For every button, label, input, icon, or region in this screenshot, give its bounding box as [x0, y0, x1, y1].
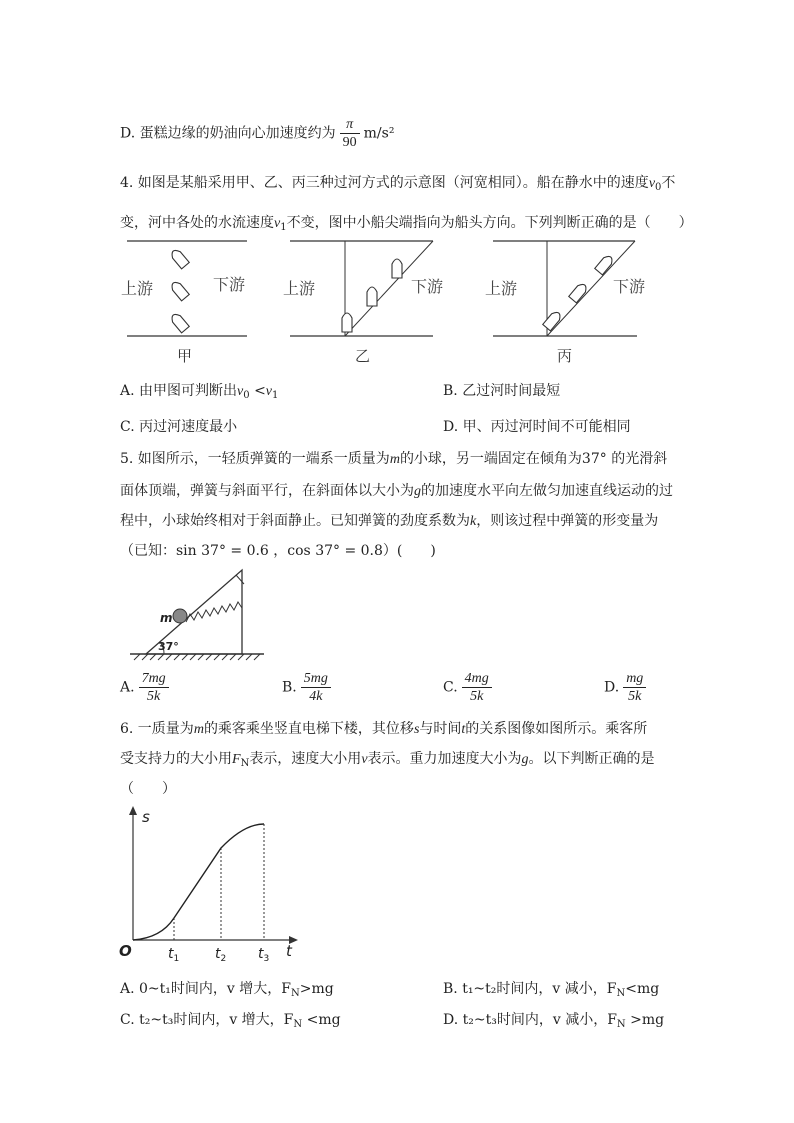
option-text: D. t₂~t₃时间内，v 减小，F: [443, 1012, 617, 1028]
stem-text: （已知：sin 37° = 0.6 ，cos 37° = 0.8）( ): [120, 543, 436, 559]
var-v: v: [274, 216, 281, 231]
sub-n: N: [616, 1019, 626, 1030]
stem-text: 。以下判断正确的是: [528, 751, 655, 767]
angle-label: 37°: [158, 640, 179, 653]
q5-option-d[interactable]: [604, 670, 650, 705]
sub-n: N: [240, 758, 250, 769]
var-v: v: [361, 752, 368, 767]
frac-den: 5k: [147, 689, 161, 704]
frac-num: 4mg: [462, 670, 492, 688]
q5-stem-line1: [120, 448, 667, 468]
y-arrow-icon: [129, 806, 137, 815]
frac-den: 4k: [309, 689, 323, 704]
option-text: 蛋糕边缘的奶油向心加速度约为: [139, 125, 336, 142]
var-g: g: [414, 484, 421, 499]
sub-1: 1: [280, 222, 287, 233]
stem-text: 与时间: [419, 721, 462, 737]
q4-stem-line2: [120, 212, 693, 233]
stem-text: 面体顶端，弹簧与斜面平行，在斜面体以大小为: [120, 483, 414, 499]
fig-label-jia: 甲: [177, 347, 193, 365]
var-v: v: [237, 384, 244, 399]
var-f: F: [232, 752, 241, 767]
sub-0: 0: [243, 390, 250, 401]
ball: [173, 609, 187, 623]
boat-icon: [169, 248, 189, 269]
option-text: <mg: [302, 1012, 341, 1028]
var-v: v: [648, 176, 656, 191]
var-g: g: [521, 752, 529, 767]
q5-stem-line4: [120, 540, 436, 560]
var-m: m: [389, 452, 400, 467]
boat-icon: [342, 313, 352, 332]
stem-text: 表示。重力加速度大小为: [367, 751, 522, 767]
figure-jia: [121, 241, 247, 365]
stem-text: 表示，速度大小用: [249, 751, 362, 767]
downstream-label: 下游: [613, 277, 646, 296]
tick-t3: $t_3$: [258, 946, 270, 964]
sub-n: N: [616, 988, 626, 999]
stem-text: 变，河中各处的水流速度: [120, 215, 274, 231]
option-text: >mg: [299, 981, 334, 997]
frac-num: π: [340, 116, 360, 134]
boat-icon: [367, 287, 377, 306]
var-t: t: [461, 722, 466, 737]
figure-bing: [485, 241, 645, 365]
ground-hatch: [134, 654, 260, 660]
option-label: D.: [120, 125, 136, 142]
mount: [236, 575, 244, 584]
option-text: C. 丙过河速度最小: [120, 419, 238, 435]
boat-icon: [169, 280, 189, 301]
frac-den: 90: [342, 135, 357, 150]
q6-st-graph: [116, 804, 306, 966]
q6-option-d[interactable]: [443, 1009, 664, 1030]
q6-option-c[interactable]: [120, 1009, 341, 1030]
tick-t2: $t_2$: [215, 946, 227, 964]
q4-stem-line1: [120, 172, 675, 193]
option-label: A.: [120, 679, 135, 696]
boat-icon: [569, 282, 589, 303]
var-s: s: [413, 722, 420, 737]
option-text: B. 乙过河时间最短: [443, 383, 561, 399]
q5-stem-line3: [120, 510, 658, 530]
stem-text: 的加速度水平向左做匀加速直线运动的过: [421, 483, 673, 499]
var-k: k: [470, 514, 477, 529]
frac-num: mg: [623, 670, 646, 688]
fig-label-bing: 丙: [557, 347, 573, 365]
var-m: m: [193, 722, 204, 737]
stem-text: 受支持力的大小用: [120, 751, 232, 767]
stem-text: 不变，图中小船尖端指向为船头方向。下列判断正确的是（ ）: [286, 215, 693, 231]
frac-num: 7mg: [139, 670, 169, 688]
fraction: [139, 670, 169, 705]
q6-stem-line2: [120, 748, 655, 769]
stem-text: （ ）: [120, 781, 176, 797]
q4-option-b[interactable]: [443, 380, 560, 400]
upstream-label: 上游: [121, 279, 154, 298]
q4-figures: [115, 236, 655, 368]
stem-text: ，则该过程中弹簧的形变量为: [476, 513, 659, 529]
fraction: [462, 670, 492, 705]
q6-stem-line1: [120, 718, 647, 738]
option-text: <mg: [625, 981, 660, 997]
y-label: s: [142, 808, 150, 826]
fig-label-yi: 乙: [355, 347, 371, 365]
q5-incline-figure: [124, 562, 274, 666]
option-text: A. 0~t₁时间内，v 增大，F: [120, 981, 291, 997]
downstream-label: 下游: [213, 275, 246, 294]
q5-option-c[interactable]: [443, 670, 496, 705]
stem-text: 程中，小球始终相对于斜面静止。已知弹簧的劲度系数为: [120, 513, 470, 529]
stem-text: 的小球，另一端固定在倾角为37° 的光滑斜: [399, 451, 668, 467]
option-text: A. 由甲图可判断出: [120, 383, 238, 399]
q4-option-c[interactable]: [120, 416, 237, 436]
stem-text: 4. 如图是某船采用甲、乙、丙三种过河方式的示意图（河宽相同）。船在静水中的速度: [120, 175, 649, 191]
downstream-label: 下游: [411, 277, 444, 296]
unit: m/s²: [363, 125, 395, 142]
q4-option-a[interactable]: [120, 380, 278, 401]
boat-icon: [543, 310, 563, 331]
option-text: C. t₂~t₃时间内，v 增大，F: [120, 1012, 294, 1028]
option-text: <: [254, 383, 266, 399]
upstream-label: 上游: [485, 279, 518, 298]
stem-text: 的乘客乘坐竖直电梯下楼，其位移: [203, 721, 414, 737]
boat-icon: [169, 312, 189, 333]
sub-n: N: [293, 1019, 303, 1030]
upstream-label: 上游: [283, 279, 316, 298]
option-label: B.: [282, 679, 297, 696]
q6-stem-line3: [120, 778, 176, 798]
tick-t1: $t_1$: [168, 946, 180, 964]
sub-1: 1: [272, 390, 279, 401]
frac-den: 5k: [628, 689, 642, 704]
stem-text: 的关系图像如图所示。乘客所: [465, 721, 648, 737]
q6-option-b[interactable]: [443, 978, 659, 999]
stem-text: 5. 如图所示，一轻质弹簧的一端系一质量为: [120, 451, 390, 467]
boat-icon: [595, 254, 615, 275]
frac-den: 5k: [470, 689, 484, 704]
x-label: t: [286, 942, 292, 960]
stem-text: 6. 一质量为: [120, 721, 194, 737]
displacement-curve: [133, 824, 264, 940]
option-label: C.: [443, 679, 458, 696]
q5-option-a[interactable]: [120, 670, 173, 705]
stem-text: 不: [661, 175, 676, 191]
mass-label: m: [160, 611, 173, 625]
frac-num: 5mg: [301, 670, 331, 688]
var-v: v: [265, 384, 273, 399]
origin-label: O: [119, 942, 132, 960]
q6-option-a[interactable]: [120, 978, 334, 999]
option-text: >mg: [625, 1012, 665, 1028]
fraction-pi-90: [340, 116, 360, 151]
q5-option-b[interactable]: [282, 670, 335, 705]
q5-stem-line2: [120, 480, 673, 500]
fraction: [301, 670, 331, 705]
q3-option-d[interactable]: [120, 116, 394, 151]
option-label: D.: [604, 679, 620, 696]
option-text: D. 甲、丙过河时间不可能相同: [443, 419, 631, 435]
fraction: [623, 670, 646, 705]
figure-yi: [283, 241, 443, 365]
option-text: B. t₁~t₂时间内，v 减小，F: [443, 981, 617, 997]
sub-n: N: [290, 988, 300, 999]
q4-option-d[interactable]: [443, 416, 631, 436]
sub-0: 0: [655, 182, 662, 193]
boat-icon: [392, 259, 402, 278]
